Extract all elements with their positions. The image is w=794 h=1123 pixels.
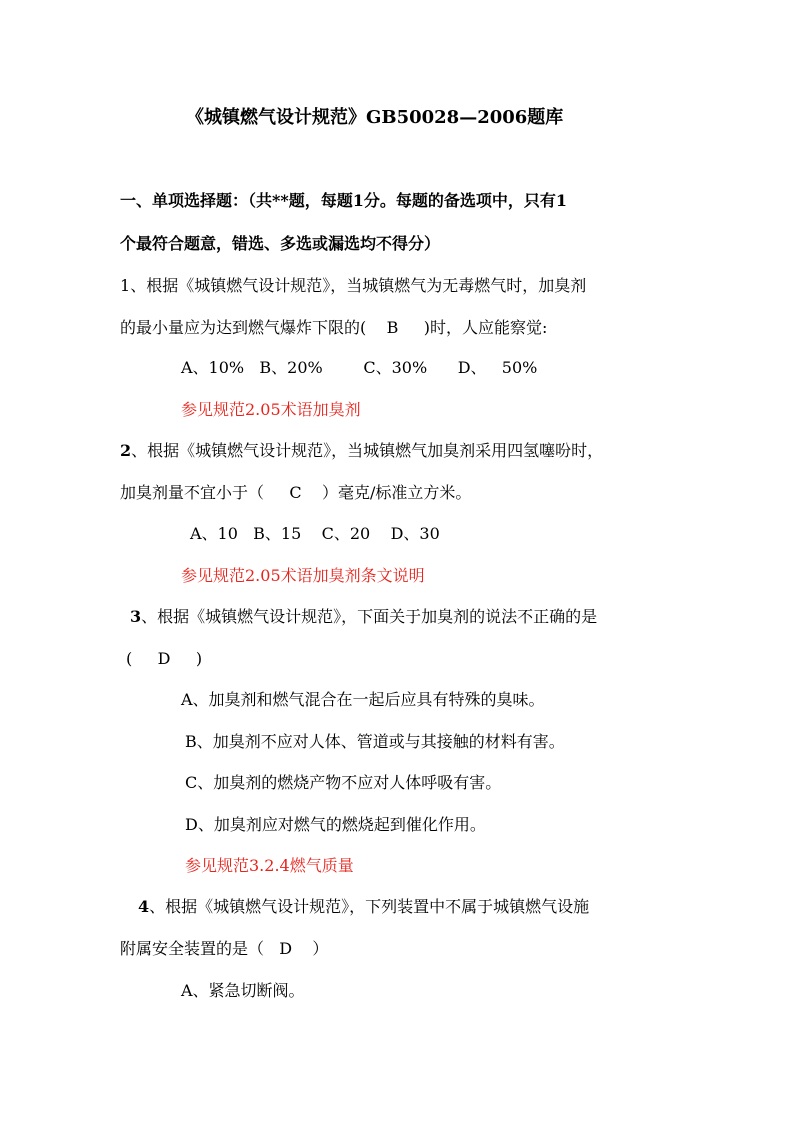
question-3-option-b: B、加臭剂不应对人体、管道或与其接触的材料有害。 <box>185 732 565 751</box>
question-3-stem-text: 、根据《城镇燃气设计规范》，下面关于加臭剂的说法不正确的是 <box>141 607 598 626</box>
question-2-options: A、10 B、15 C、20 D、30 <box>190 524 440 543</box>
question-3-option-c: C、加臭剂的燃烧产物不应对人体呼吸有害。 <box>185 773 502 792</box>
question-1-stem-line-1 <box>120 276 586 296</box>
section-heading-line-1: 一、单项选择题：（共**题，每题1分。每题的备选项中，只有1 <box>120 191 568 210</box>
question-4-stem-line-1 <box>138 897 589 917</box>
question-1-stem-text: 、根据《城镇燃气设计规范》，当城镇燃气为无毒燃气时，加臭剂 <box>130 276 587 295</box>
question-2-stem-line-1 <box>120 441 603 461</box>
question-1-options: A、10% B、20% C、30% D、 50% <box>181 358 538 377</box>
question-2-reference: 参见规范2.05术语加臭剂条文说明 <box>181 566 425 585</box>
section-heading-line-2: 个最符合题意，错选、多选或漏选均不得分） <box>120 234 441 253</box>
question-3-stem-line-2: ( D ) <box>126 649 203 668</box>
question-4-stem-text: 、根据《城镇燃气设计规范》，下列装置中不属于城镇燃气设施 <box>149 897 590 916</box>
question-4-stem-line-2: 附属安全装置的是（ D ） <box>120 939 329 958</box>
question-4-number: 4 <box>138 897 150 916</box>
question-2-stem-line-2: 加臭剂量不宜小于（ C ）毫克/标准立方米。 <box>120 483 472 502</box>
question-3-reference: 参见规范3.2.4燃气质量 <box>185 856 354 875</box>
question-2-number: 2 <box>120 441 132 460</box>
document-title: 《城镇燃气设计规范》GB50028—2006题库 <box>186 107 564 128</box>
question-4-option-a: A、紧急切断阀。 <box>181 981 305 1000</box>
question-1-stem-line-2: 的最小量应为达到燃气爆炸下限的( B )时，人应能察觉: <box>120 318 548 337</box>
question-3-stem-line-1 <box>130 607 597 627</box>
question-3-option-d: D、加臭剂应对燃气的燃烧起到催化作用。 <box>185 815 486 834</box>
question-3-option-a: A、加臭剂和燃气混合在一起后应具有特殊的臭味。 <box>181 690 545 709</box>
question-1-reference: 参见规范2.05术语加臭剂 <box>181 400 361 419</box>
question-1-number: 1 <box>120 276 131 295</box>
question-3-number: 3 <box>130 607 142 626</box>
question-2-stem-text: 、根据《城镇燃气设计规范》，当城镇燃气加臭剂采用四氢噻吩时， <box>131 441 604 460</box>
